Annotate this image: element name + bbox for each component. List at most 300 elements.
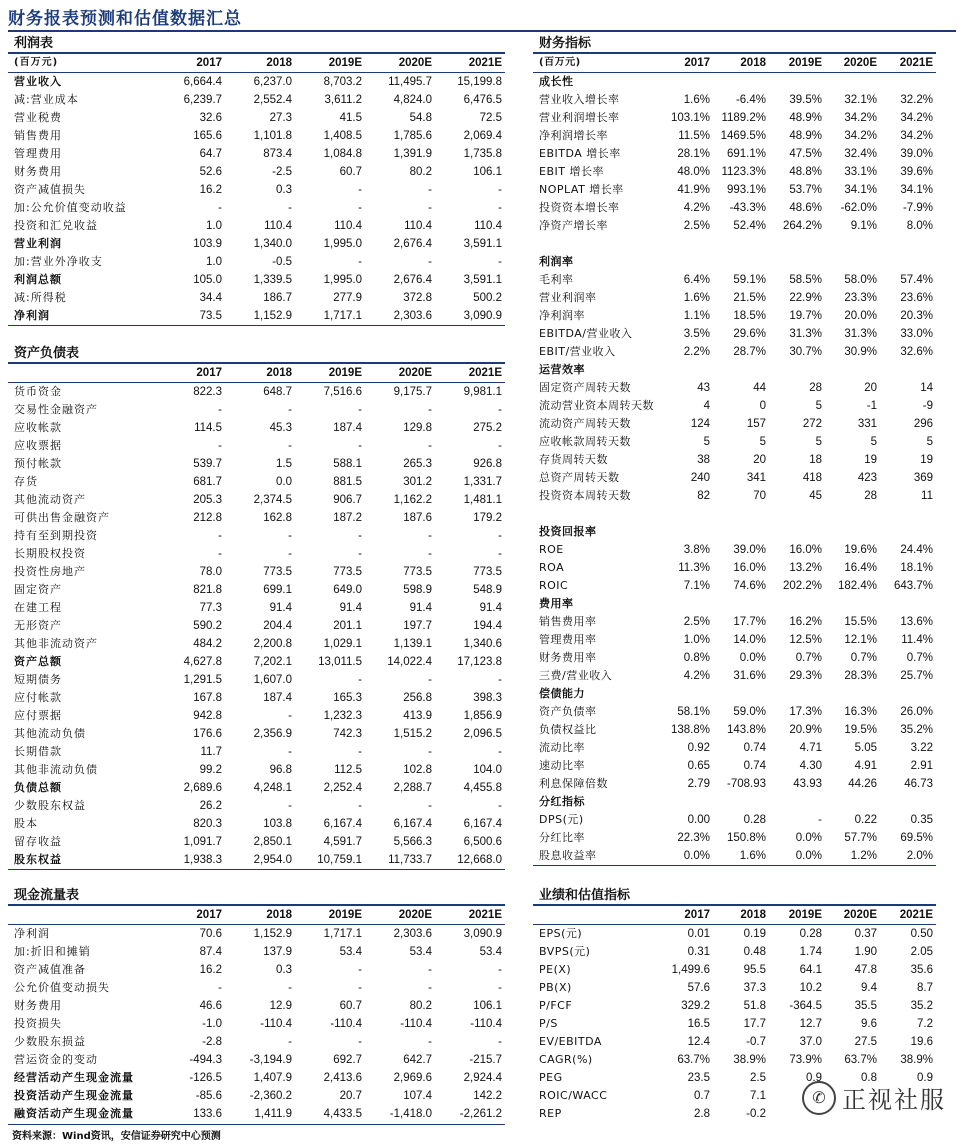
cell-value: 34.4 — [199, 292, 222, 304]
cell-value — [713, 73, 769, 92]
row-label: 股本 — [14, 817, 38, 830]
cell-value: - — [498, 256, 502, 268]
cell-value: 1,481.1 — [463, 494, 502, 506]
balance-sheet-table — [8, 364, 505, 870]
cell-value: 0.65 — [687, 760, 710, 772]
row-label: 少数股东权益 — [14, 799, 86, 812]
cell-value: 143.8% — [726, 724, 766, 736]
cell-value: 31.3% — [789, 328, 822, 340]
cell-value: 820.3 — [193, 818, 222, 830]
cell-value: 4.2% — [683, 202, 710, 214]
cell-value: -3,194.9 — [249, 1054, 292, 1066]
cell-value: 165.3 — [333, 692, 362, 704]
cell-value: 16.2 — [199, 184, 222, 196]
table-row — [8, 581, 505, 599]
cell-value: 3.8% — [683, 544, 710, 556]
cell-value: 35.2 — [910, 1000, 933, 1012]
cell-value: 103.9 — [193, 238, 222, 250]
row-label: 融资活动产生现金流量 — [14, 1107, 134, 1120]
cell-value: 64.1 — [799, 964, 822, 976]
table-row — [533, 703, 936, 721]
table-row — [8, 635, 505, 653]
row-label: 管理费用率 — [539, 633, 597, 646]
cell-value: 2.91 — [910, 760, 933, 772]
table-row — [533, 925, 936, 944]
cell-value: 44.26 — [848, 778, 877, 790]
cell-value: 2.5 — [750, 1072, 766, 1084]
row-label: 净利润增长率 — [539, 129, 608, 142]
table-row — [8, 689, 505, 707]
cell-value: 2.0% — [880, 847, 936, 866]
cell-value: 18.5% — [733, 310, 766, 322]
cell-value: 21.5% — [733, 292, 766, 304]
row-label: 股东权益 — [8, 851, 165, 870]
cell-value: - — [498, 184, 502, 196]
cell-value: 1.74 — [799, 946, 822, 958]
cell-value: -708.93 — [726, 778, 766, 790]
cell-value — [825, 595, 880, 613]
cell-value — [880, 73, 936, 92]
cell-value: -0.2 — [746, 1108, 766, 1120]
cell-value: 82 — [697, 490, 710, 502]
cell-value: 2,969.6 — [393, 1072, 432, 1084]
row-label: 固定资产周转天数 — [539, 381, 631, 394]
cell-value: 17.7 — [743, 1018, 766, 1030]
cell-value — [769, 523, 825, 541]
cell-value: 19.6 — [910, 1036, 933, 1048]
row-label: 财务费用率 — [539, 651, 597, 664]
cell-value: 642.7 — [403, 1054, 432, 1066]
cell-value: 41.9% — [677, 184, 710, 196]
year-header: 2020E — [365, 54, 435, 73]
cell-value: 2,954.0 — [225, 851, 295, 870]
cell-value — [713, 235, 769, 253]
cell-value: 112.5 — [334, 764, 362, 776]
cell-value: 80.2 — [409, 166, 432, 178]
cell-value: 41.5 — [339, 112, 362, 124]
cell-value: - — [428, 184, 432, 196]
cell-value: 34.2% — [844, 112, 877, 124]
row-label: 在建工程 — [14, 601, 62, 614]
cell-value: 0.92 — [687, 742, 710, 754]
table-row — [533, 1015, 936, 1033]
table-row — [8, 217, 505, 235]
cell-value: 873.4 — [263, 148, 292, 160]
table-row — [533, 397, 936, 415]
cell-value: 186.7 — [263, 292, 292, 304]
table-row — [533, 91, 936, 109]
row-label: 应收票据 — [14, 439, 62, 452]
cell-value: 240 — [690, 472, 710, 484]
cell-value: - — [498, 800, 502, 812]
cell-value: 15,199.8 — [457, 76, 502, 88]
row-label: 投资性房地产 — [14, 565, 86, 578]
cell-value: 2,413.6 — [323, 1072, 362, 1084]
cell-value: 22.9% — [789, 292, 822, 304]
row-label: NOPLAT 增长率 — [539, 183, 624, 196]
table-row — [533, 361, 936, 379]
cell-value: 3.22 — [910, 742, 933, 754]
cell-value — [669, 523, 713, 541]
cell-value: 1,029.1 — [323, 638, 362, 650]
cell-value: 5 — [926, 436, 933, 448]
table-row — [533, 685, 936, 703]
cell-value: 16.2% — [789, 616, 822, 628]
table-row — [533, 649, 936, 667]
cell-value: 0.00 — [687, 814, 710, 826]
cell-value: 9,175.7 — [393, 386, 432, 398]
cell-value: 9,981.1 — [463, 386, 502, 398]
cell-value: 124 — [690, 418, 710, 430]
cell-value: 34.2% — [900, 130, 933, 142]
cell-value: 20.9% — [789, 724, 822, 736]
row-label: 资产减值准备 — [14, 963, 86, 976]
cell-value: 25.7% — [900, 670, 933, 682]
cell-value — [769, 361, 825, 379]
table-row — [533, 523, 936, 541]
cell-value: 16.3% — [844, 706, 877, 718]
row-label: 利息保障倍数 — [539, 777, 608, 790]
year-header: 2021E — [880, 54, 936, 73]
cell-value: 1,232.3 — [323, 710, 362, 722]
cashflow-panel — [8, 886, 505, 1123]
cell-value: 110.4 — [334, 220, 362, 232]
cell-value: 1,408.5 — [323, 130, 362, 142]
cell-value: 2,850.1 — [253, 836, 292, 848]
table-row — [533, 307, 936, 325]
cell-value: 1,515.2 — [393, 728, 432, 740]
cell-value: 70 — [753, 490, 766, 502]
cell-value: 19 — [864, 454, 877, 466]
table-row — [8, 833, 505, 851]
row-label: 长期借款 — [14, 745, 62, 758]
row-label: REP — [539, 1107, 562, 1120]
cell-value: 150.8% — [726, 832, 766, 844]
cell-value: 9.1% — [850, 220, 877, 232]
cell-value: - — [288, 440, 292, 452]
table-row — [8, 599, 505, 617]
table-row — [533, 577, 936, 595]
cell-value: 7.1 — [750, 1090, 766, 1102]
cell-value: - — [358, 202, 362, 214]
cell-value: 0.0% — [769, 847, 825, 866]
cell-value: 3,611.2 — [324, 94, 362, 106]
cell-value: 23.6% — [900, 292, 933, 304]
cell-value: 28 — [864, 490, 877, 502]
cell-value: 6,167.4 — [463, 818, 502, 830]
table-row — [533, 811, 936, 829]
table-row — [8, 91, 505, 109]
cell-value — [713, 685, 769, 703]
row-label: 流动资产周转天数 — [539, 417, 631, 430]
cell-value: 102.8 — [403, 764, 432, 776]
row-label: 净利润 — [14, 927, 50, 940]
cell-value: 1,291.5 — [183, 674, 222, 686]
cell-value: 16.4% — [844, 562, 877, 574]
cell-value: 27.5 — [854, 1036, 877, 1048]
row-label: EBITDA/营业收入 — [539, 327, 633, 340]
cell-value: 423 — [857, 472, 877, 484]
cell-value: - — [288, 404, 292, 416]
cell-value: 176.6 — [193, 728, 222, 740]
cell-value: - — [358, 548, 362, 560]
table-row — [8, 779, 505, 797]
cell-value: 1,084.8 — [323, 148, 362, 160]
cell-value: 2.8 — [694, 1108, 710, 1120]
cell-value: 16.0% — [733, 562, 766, 574]
cell-value: - — [358, 404, 362, 416]
cell-value: 205.3 — [193, 494, 222, 506]
cell-value: 45 — [809, 490, 822, 502]
cell-value: 1,717.1 — [295, 307, 365, 326]
cell-value: 12,668.0 — [435, 851, 505, 870]
cell-value: 372.8 — [403, 292, 432, 304]
cell-value: 0.7% — [850, 652, 877, 664]
cell-value: - — [498, 440, 502, 452]
row-label: 利润总额 — [14, 273, 62, 286]
cell-value: 1,101.8 — [253, 130, 292, 142]
cell-value: 96.8 — [269, 764, 292, 776]
cell-value: 20.7 — [339, 1090, 362, 1102]
cell-value: 60.7 — [339, 166, 362, 178]
cell-value: - — [218, 202, 222, 214]
cell-value: 0.7% — [795, 652, 822, 664]
row-label: 投资回报率 — [539, 525, 597, 538]
cell-value: 6,239.7 — [183, 94, 222, 106]
cell-value: 46.73 — [904, 778, 933, 790]
row-label: 应收帐款 — [14, 421, 62, 434]
cell-value: - — [288, 530, 292, 542]
table-row — [8, 253, 505, 271]
table-row — [8, 109, 505, 127]
year-header: 2017 — [669, 906, 713, 925]
cell-value: 12.5% — [789, 634, 822, 646]
cell-value: 57.6 — [687, 982, 710, 994]
cell-value: 57.7% — [844, 832, 877, 844]
cell-value: 9.4 — [861, 982, 877, 994]
unit-header: (百万元) — [8, 54, 165, 73]
cell-value: 773.5 — [263, 566, 292, 578]
cell-value: 942.8 — [193, 710, 222, 722]
cell-value: - — [358, 982, 362, 994]
table-row — [8, 181, 505, 199]
row-label: 营业收入增长率 — [539, 93, 620, 106]
cell-value: 277.9 — [333, 292, 362, 304]
cell-value: 27.3 — [269, 112, 292, 124]
table-row — [8, 761, 505, 779]
cell-value: 1,340.0 — [253, 238, 292, 250]
cell-value: 78.0 — [199, 566, 222, 578]
cell-value — [880, 235, 936, 253]
row-label: 负债总额 — [14, 781, 62, 794]
table-row — [533, 559, 936, 577]
cell-value: 33.1% — [844, 166, 877, 178]
cell-value: -1.0 — [202, 1018, 222, 1030]
row-label: 公允价值变动损失 — [14, 981, 110, 994]
cell-value: -85.6 — [195, 1090, 222, 1102]
table-header-row — [8, 54, 505, 73]
valuation-title: 业绩和估值指标 — [533, 886, 936, 906]
row-label: 应付票据 — [14, 709, 62, 722]
cell-value: 53.4 — [409, 946, 432, 958]
cell-value: 32.6 — [199, 112, 222, 124]
table-row — [8, 943, 505, 961]
cell-value: 5 — [759, 436, 766, 448]
row-label: 毛利率 — [539, 273, 574, 286]
cell-value: 0.9 — [917, 1072, 933, 1084]
cell-value: 8.0% — [906, 220, 933, 232]
cell-value — [669, 595, 713, 613]
row-label: 投资和汇兑收益 — [14, 219, 98, 232]
table-row — [8, 307, 505, 326]
cell-value: 20.3% — [900, 310, 933, 322]
cell-value: - — [428, 440, 432, 452]
row-label: 无形资产 — [14, 619, 62, 632]
cell-value: 369 — [913, 472, 933, 484]
cell-value: 4.91 — [854, 760, 877, 772]
cell-value: 133.6 — [193, 1108, 222, 1120]
cell-value: 20.0% — [844, 310, 877, 322]
cell-value: -0.7 — [746, 1036, 766, 1048]
cell-value: - — [358, 440, 362, 452]
cell-value: 11,733.7 — [365, 851, 435, 870]
cell-value: 0.31 — [687, 946, 710, 958]
row-label: 管理费用 — [14, 147, 62, 160]
row-label: 交易性金融资产 — [14, 403, 98, 416]
cell-value: -9 — [922, 400, 933, 412]
cell-value: 18 — [809, 454, 822, 466]
cell-value: 1,411.9 — [254, 1108, 292, 1120]
cell-value: 57.4% — [900, 274, 933, 286]
cell-value: 32.6% — [900, 346, 933, 358]
table-row — [8, 961, 505, 979]
row-label: EPS(元) — [539, 927, 583, 940]
cell-value: - — [288, 548, 292, 560]
cell-value: 5 — [815, 400, 822, 412]
cell-value: - — [428, 1036, 432, 1048]
cell-value: 3.5% — [683, 328, 710, 340]
cell-value: 2,676.4 — [393, 238, 432, 250]
unit-header: (百万元) — [533, 54, 669, 73]
row-label: ROA — [539, 561, 565, 574]
cell-value: -364.5 — [789, 1000, 822, 1012]
row-label: 费用率 — [539, 597, 574, 610]
cell-value: 106.1 — [473, 1000, 502, 1012]
row-label: 财务费用 — [14, 165, 62, 178]
cell-value — [825, 73, 880, 92]
cell-value: 37.0 — [799, 1036, 822, 1048]
cell-value — [825, 793, 880, 811]
cell-value: - — [498, 548, 502, 560]
cell-value: 0.3 — [276, 184, 292, 196]
cell-value: 3,591.1 — [463, 274, 502, 286]
table-row — [533, 505, 936, 523]
cell-value: - — [218, 530, 222, 542]
row-label: 存货周转天数 — [539, 453, 608, 466]
cell-value: 0.0 — [276, 476, 292, 488]
cell-value: 2,924.4 — [463, 1072, 502, 1084]
cell-value: 2,200.8 — [253, 638, 292, 650]
table-row — [8, 653, 505, 671]
cell-value: 3,090.9 — [463, 928, 502, 940]
cell-value: 38.9% — [900, 1054, 933, 1066]
cell-value: 20 — [753, 454, 766, 466]
year-header: 2017 — [165, 364, 225, 383]
row-label: 营业税费 — [14, 111, 62, 124]
row-label: EV/EBITDA — [539, 1035, 602, 1048]
cell-value: 484.2 — [193, 638, 222, 650]
cell-value: 588.1 — [333, 458, 362, 470]
table-row — [8, 1015, 505, 1033]
cell-value: 6,476.5 — [463, 94, 502, 106]
cell-value: 187.4 — [263, 692, 292, 704]
footer-rule — [8, 1124, 505, 1125]
cell-value: - — [428, 404, 432, 416]
cell-value: 32.4% — [844, 148, 877, 160]
table-row — [533, 793, 936, 811]
cell-value: 2,689.6 — [183, 782, 222, 794]
cell-value: 73.9% — [789, 1054, 822, 1066]
table-row — [533, 1033, 936, 1051]
cell-value: 0.7% — [906, 652, 933, 664]
cell-value: 4.71 — [799, 742, 822, 754]
table-row — [8, 1051, 505, 1069]
year-header: 2020E — [825, 906, 880, 925]
table-row — [533, 127, 936, 145]
cell-value: 418 — [802, 472, 822, 484]
cell-value: 398.3 — [473, 692, 502, 704]
cell-value: 0.8 — [861, 1072, 877, 1084]
cell-value: 69.5% — [900, 832, 933, 844]
cell-value: 773.5 — [403, 566, 432, 578]
cell-value: 52.4% — [733, 220, 766, 232]
cell-value — [769, 685, 825, 703]
cell-value: 137.9 — [263, 946, 292, 958]
row-label: PB(X) — [539, 981, 572, 994]
cell-value: 1,938.3 — [165, 851, 225, 870]
year-header: 2021E — [435, 364, 505, 383]
row-label: 流动比率 — [539, 741, 585, 754]
cell-value: 4,824.0 — [393, 94, 432, 106]
cell-value: 341 — [746, 472, 766, 484]
cell-value: 2,374.5 — [253, 494, 292, 506]
cell-value: - — [428, 548, 432, 560]
cell-value: 2.5% — [683, 616, 710, 628]
cell-value: 13.6% — [900, 616, 933, 628]
cell-value — [825, 523, 880, 541]
row-label — [533, 235, 669, 253]
row-label: 应付帐款 — [14, 691, 62, 704]
table-row — [8, 271, 505, 289]
cell-value: 53.4 — [479, 946, 502, 958]
cell-value: 30.9% — [844, 346, 877, 358]
cell-value: 59.1% — [733, 274, 766, 286]
source-footnote: 资料来源：Wind资讯，安信证券研究中心预测 — [12, 1131, 221, 1142]
balance-sheet-panel — [8, 344, 505, 870]
cell-value: 74.6% — [733, 580, 766, 592]
cell-value: 1,162.2 — [393, 494, 432, 506]
cell-value: - — [288, 746, 292, 758]
cell-value: 1,139.1 — [393, 638, 432, 650]
row-label: 持有至到期投资 — [14, 529, 98, 542]
cell-value: 46.6 — [199, 1000, 222, 1012]
cell-value — [713, 253, 769, 271]
financial-indicators-title: 财务指标 — [533, 34, 936, 54]
cashflow-title: 现金流量表 — [8, 886, 505, 906]
cell-value: 1,717.1 — [323, 928, 362, 940]
year-header: 2018 — [225, 364, 295, 383]
row-label: ROIC/WACC — [539, 1089, 608, 1102]
